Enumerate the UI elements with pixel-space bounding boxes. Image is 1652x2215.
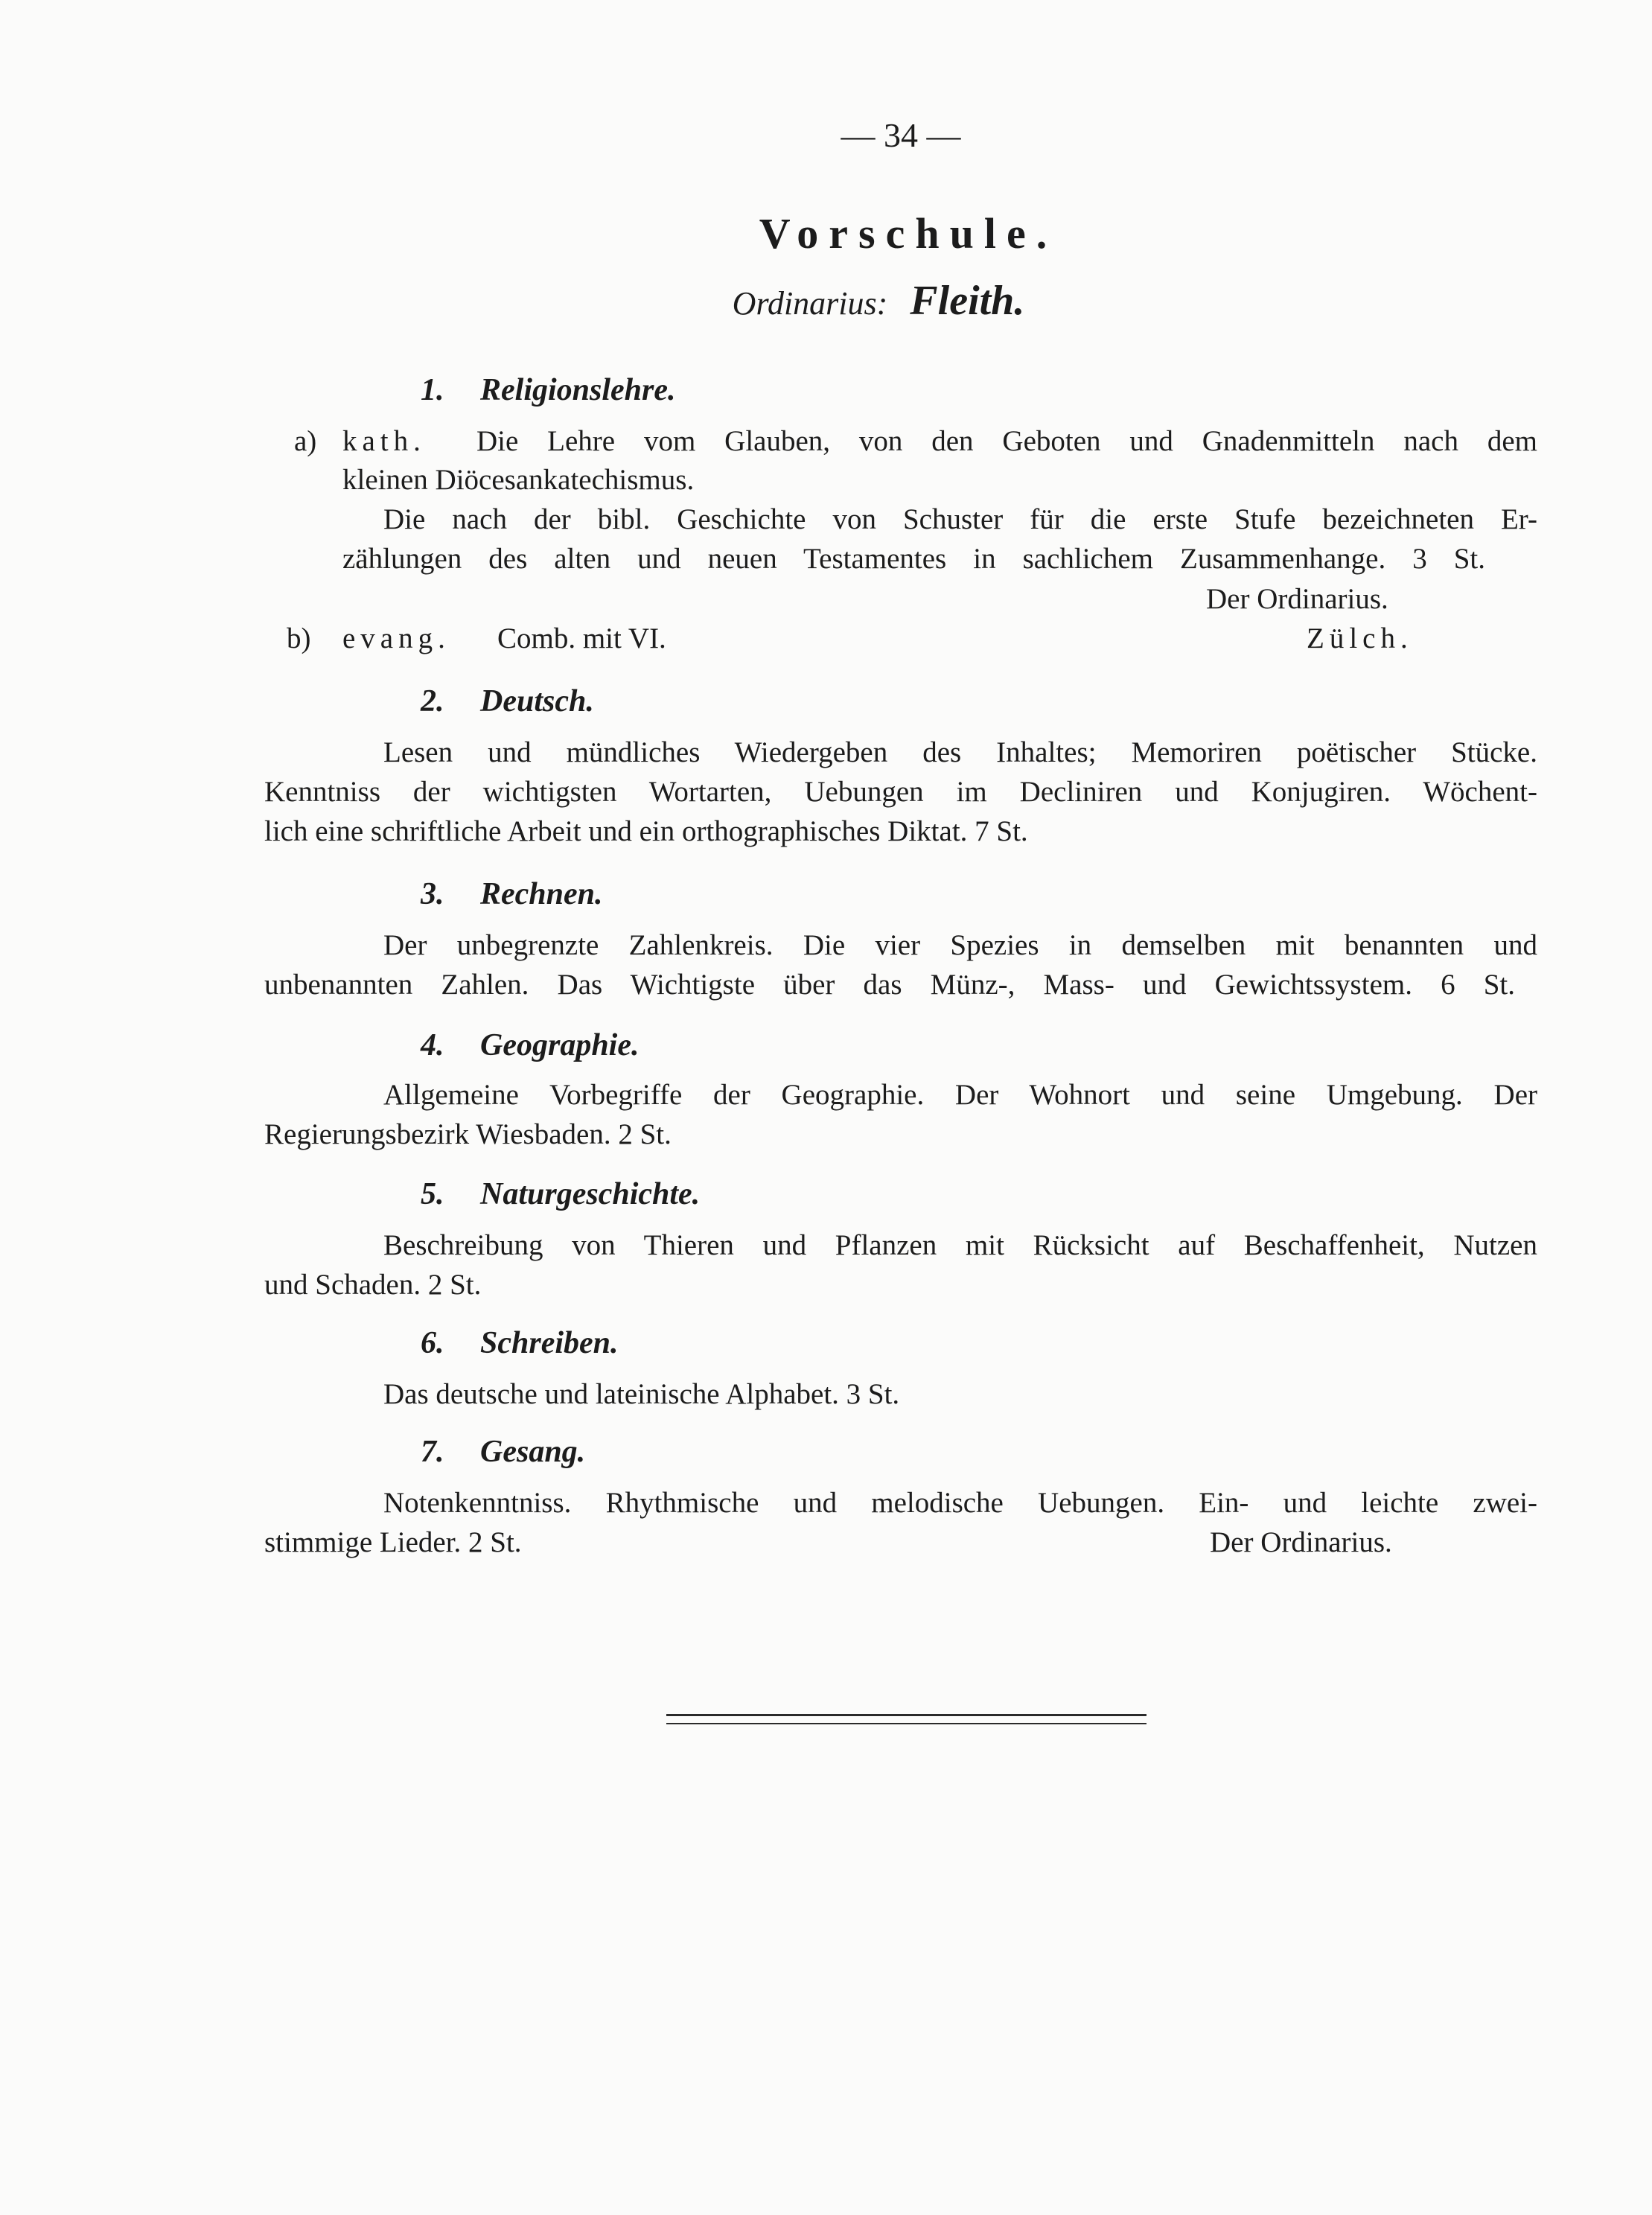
section-number: 4. — [421, 1028, 444, 1062]
text-line: und Schaden. 2 St. — [264, 1269, 482, 1301]
item-b-denomination: evang. — [342, 622, 450, 654]
ordinarius-name: Fleith. — [910, 278, 1025, 324]
section-title: Naturgeschichte. — [480, 1177, 701, 1211]
text-line: lich eine schriftliche Arbeit und ein orthographisches Diktat. 7 St. — [264, 815, 1028, 847]
text-line: Lesen und mündliches Wiedergeben des Inhaltes; Memoriren poëtischer Stücke. — [383, 736, 1537, 768]
text-line: zählungen des alten und neuen Testamentes in sachlichem Zusammenhange. 3 St. — [342, 543, 1485, 575]
teacher-name: Zülch. — [1307, 622, 1413, 654]
section-heading-rechnen — [421, 876, 603, 912]
section-heading-schreiben — [421, 1325, 619, 1361]
text-line: Das deutsche und lateinische Alphabet. 3 St. — [383, 1378, 900, 1410]
ordinarius-label: Ordinarius: — [732, 285, 888, 322]
section-heading-deutsch — [421, 683, 594, 719]
section-title: Gesang. — [480, 1435, 586, 1469]
text-line: Notenkenntniss. Rhythmische und melodische Uebungen. Ein- und leichte zwei- — [383, 1487, 1537, 1519]
page-number: — 34 — — [841, 116, 961, 154]
text-line: Die nach der bibl. Geschichte von Schuster für die erste Stufe bezeichneten Er- — [383, 503, 1537, 535]
text-line: Beschreibung von Thieren und Pflanzen mit Rücksicht auf Beschaffenheit, Nutzen — [383, 1229, 1537, 1261]
teacher-name: Der Ordinarius. — [1206, 583, 1388, 615]
section-number: 6. — [421, 1326, 444, 1360]
closing-rule-bottom — [666, 1723, 1146, 1724]
text-line: stimmige Lieder. 2 St. — [264, 1526, 522, 1558]
text-line: Regierungsbezirk Wiesbaden. 2 St. — [264, 1118, 672, 1150]
text-line: Die Lehre vom Glauben, von den Geboten und Gnadenmitteln nach dem — [476, 425, 1537, 457]
teacher-name: Der Ordinarius. — [1210, 1526, 1392, 1558]
section-heading-naturgeschichte — [421, 1176, 700, 1212]
item-a-denomination: kath. — [342, 425, 426, 457]
section-title: Religionslehre. — [480, 373, 676, 407]
text-line: kleinen Diöcesankatechismus. — [342, 464, 695, 496]
text-line: Allgemeine Vorbegriffe der Geographie. Der Wohnort und seine Umgebung. Der — [383, 1079, 1537, 1111]
section-title: Geographie. — [480, 1028, 640, 1062]
section-title: Rechnen. — [480, 877, 603, 911]
section-number: 1. — [421, 373, 444, 407]
section-title: Schreiben. — [480, 1326, 619, 1360]
item-b-label: b) — [287, 622, 311, 654]
item-a-label: a) — [294, 425, 317, 457]
text-line: Kenntniss der wichtigsten Wortarten, Uebungen im Decliniren und Konjugiren. Wöchent- — [264, 776, 1537, 808]
page-title: Vorschule. — [759, 209, 1058, 258]
text-line: Der unbegrenzte Zahlenkreis. Die vier Spezies in demselben mit benannten und — [383, 929, 1537, 961]
section-heading-geographie — [421, 1027, 640, 1063]
section-number: 5. — [421, 1177, 444, 1211]
ordinarius-line — [670, 277, 1087, 325]
section-number: 3. — [421, 877, 444, 911]
closing-rule-top — [666, 1714, 1146, 1716]
section-number: 7. — [421, 1435, 444, 1469]
section-number: 2. — [421, 684, 444, 718]
section-heading-gesang — [421, 1434, 585, 1470]
text-line: Comb. mit VI. — [497, 622, 666, 654]
section-heading-religionslehre — [421, 372, 676, 408]
section-title: Deutsch. — [480, 684, 594, 718]
text-line: unbenannten Zahlen. Das Wichtigste über das Münz-, Mass- und Gewichtssystem. 6 St. — [264, 969, 1515, 1001]
